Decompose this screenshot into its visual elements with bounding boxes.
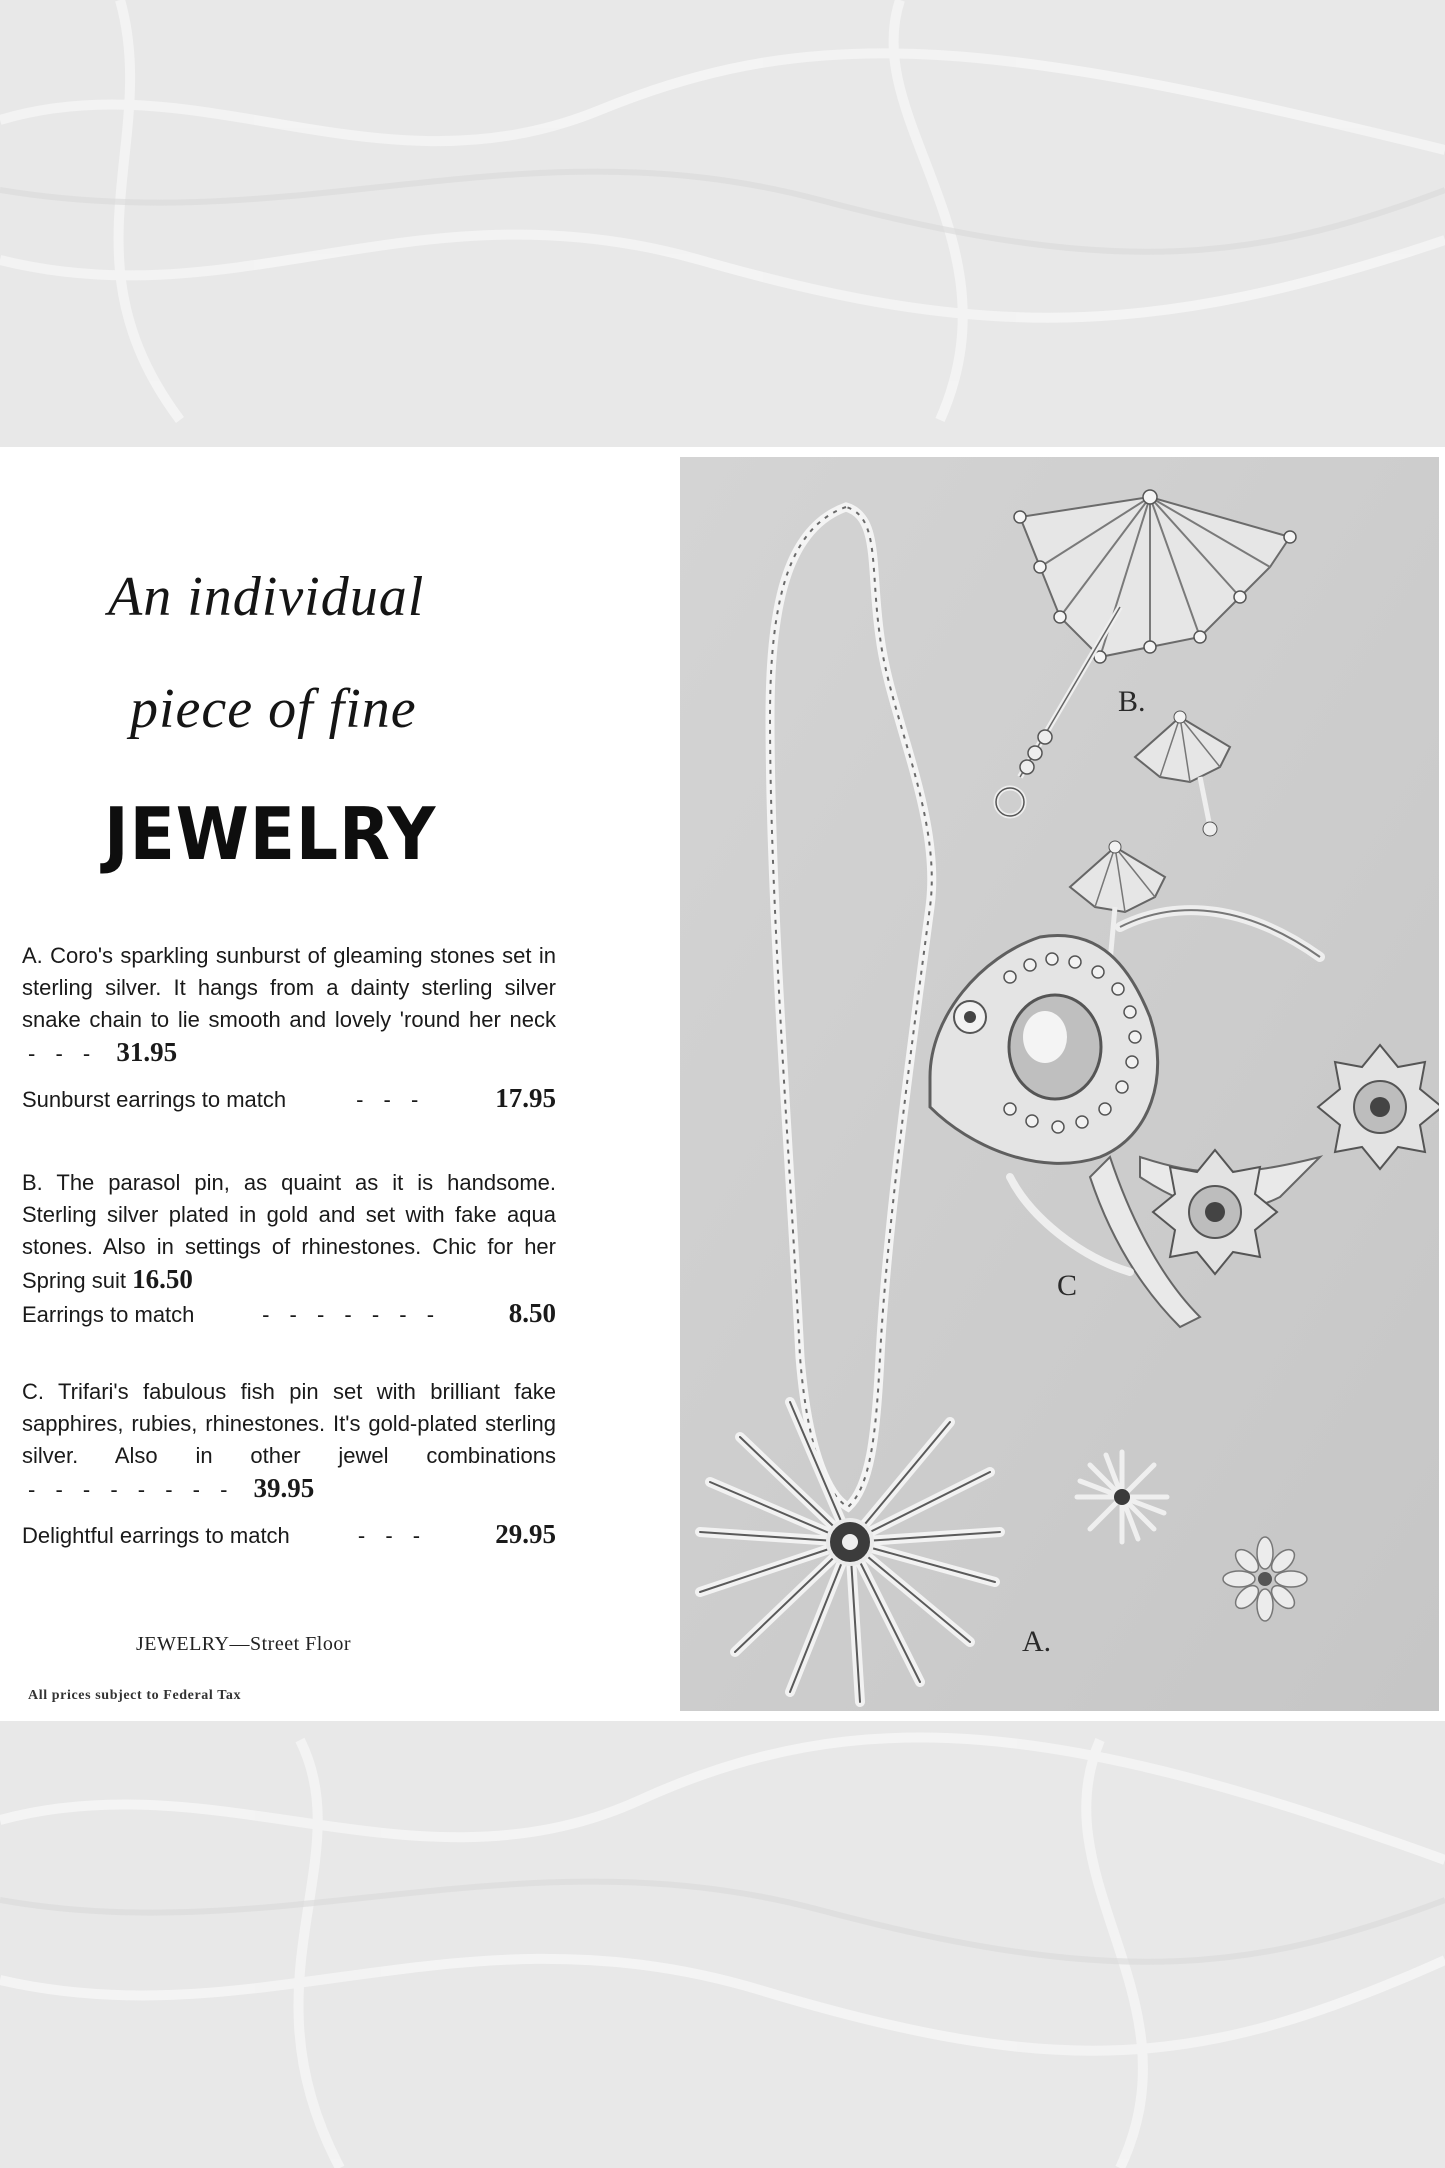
item-c-description: C. Trifari's fabulous fish pin set with brilliant fake sapphires, rubies, rhinestones. It's gold-plated sterling silver. Also in other jewel combinations - - - - - - - - 39.95 <box>22 1379 556 1503</box>
fish-earring-right <box>1318 1045 1439 1169</box>
jewelry-advertisement <box>0 447 1445 1721</box>
item-b <box>22 1167 556 1331</box>
item-a-extra-label: Sunburst earrings to match <box>22 1087 287 1112</box>
item-b-description: B. The parasol pin, as quaint as it is handsome. Sterling silver plated in gold and set with fake aqua stones. Also in settings of rhinestones. Chic for her Spring suit 16.50 <box>22 1170 556 1294</box>
item-a-extra: Sunburst earrings to match - - - 17.95 <box>22 1082 556 1116</box>
headline-line-2: piece of fine <box>130 678 417 740</box>
fish-earring-left <box>1153 1150 1277 1274</box>
jewelry-photo <box>680 457 1439 1711</box>
item-c-extra-label: Delightful earrings to match <box>22 1523 290 1548</box>
item-b-extra-price: 8.50 <box>508 1298 556 1328</box>
tax-note: All prices subject to Federal Tax <box>28 1688 242 1703</box>
item-a-extra-price: 17.95 <box>495 1083 556 1113</box>
item-b-price: 16.50 <box>132 1264 193 1294</box>
item-a-description: A. Coro's sparkling sunburst of gleaming stones set in sterling silver. It hangs from a dainty sterling silver snake chain to lie smooth and lovely 'round her neck - - - 31.95 <box>22 943 556 1067</box>
photo-label-b: B. <box>1118 685 1146 718</box>
sunburst-earring-left <box>1077 1452 1167 1542</box>
item-b-extra: Earrings to match - - - - - - - 8.50 <box>22 1297 556 1331</box>
item-a <box>22 940 556 1116</box>
headline-line-1: An individual <box>108 566 425 628</box>
item-a-price: 31.95 <box>116 1037 178 1067</box>
photo-label-a: A. <box>1022 1625 1052 1658</box>
item-c-extra: Delightful earrings to match - - - 29.95 <box>22 1518 556 1552</box>
item-c-price: 39.95 <box>253 1473 315 1503</box>
item-c-extra-price: 29.95 <box>495 1519 556 1549</box>
ad-copy <box>0 447 660 1721</box>
department-label: JEWELRY—Street Floor <box>136 1633 351 1655</box>
headline-jewelry: JEWELRY <box>104 792 437 876</box>
item-c <box>22 1376 556 1552</box>
photo-label-c: C <box>1057 1269 1078 1302</box>
jewelry-illustration <box>680 457 1439 1711</box>
item-b-extra-label: Earrings to match <box>22 1302 195 1327</box>
